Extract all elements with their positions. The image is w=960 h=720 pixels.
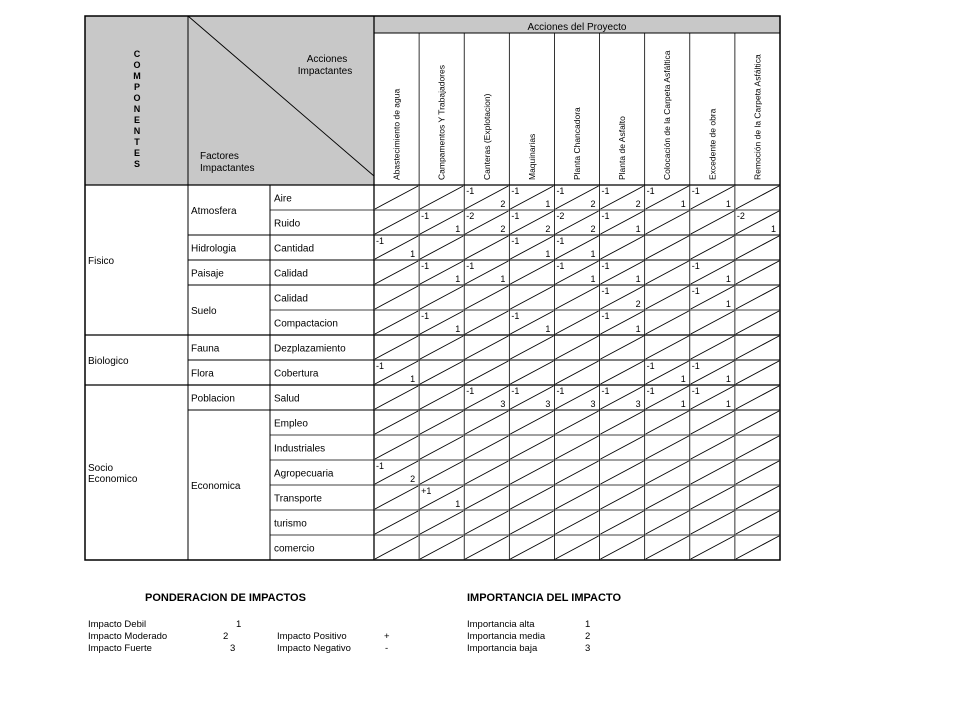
cell-diagonal [420, 361, 463, 384]
impact-magnitude: -1 [511, 186, 520, 196]
impact-importance: 1 [545, 324, 551, 334]
component-label: Biologico [88, 356, 129, 367]
components-letter: T [134, 137, 140, 147]
weight-value: 1 [236, 619, 242, 630]
cell-diagonal [375, 536, 418, 559]
cell-diagonal [646, 461, 689, 484]
impact-magnitude: -1 [421, 261, 430, 271]
action-header-label: Planta Chancadora [572, 107, 582, 180]
cell-diagonal [601, 486, 644, 509]
cell-diagonal [375, 211, 418, 234]
impact-importance: 1 [545, 249, 551, 259]
components-letter: E [133, 148, 141, 158]
action-row-label: Calidad [274, 293, 308, 305]
action-header-label: Excedente de obra [707, 108, 718, 180]
cell-diagonal [555, 436, 598, 459]
cell-diagonal [736, 486, 779, 509]
cell-diagonal [510, 336, 553, 359]
cell-diagonal [375, 311, 418, 334]
impact-importance: 3 [590, 399, 596, 409]
impact-importance: 2 [410, 474, 416, 484]
cell-diagonal [736, 436, 779, 459]
action-header-label: Remoción de la Carpeta Asfáltica [752, 54, 763, 180]
cell-diagonal [465, 411, 508, 434]
impact-magnitude: -1 [646, 186, 655, 196]
impact-magnitude: -1 [691, 261, 700, 271]
impact-importance: 2 [500, 199, 506, 209]
cell-diagonal [420, 536, 463, 559]
cell-diagonal [736, 186, 779, 209]
impact-magnitude: -1 [556, 186, 565, 196]
cell-diagonal [465, 511, 508, 534]
action-row-label: Aire [274, 193, 292, 205]
cell-diagonal [420, 511, 463, 534]
cell-diagonal [375, 336, 418, 359]
cell-diagonal [691, 436, 734, 459]
impact-importance: 1 [680, 199, 686, 209]
importance-label: Importancia baja [467, 643, 538, 654]
cell-diagonal [601, 461, 644, 484]
cell-diagonal [736, 386, 779, 409]
cell-diagonal [465, 536, 508, 559]
impact-importance: 1 [410, 249, 416, 259]
cell-diagonal [646, 211, 689, 234]
impact-importance: 1 [725, 199, 731, 209]
cell-diagonal [601, 236, 644, 259]
ponderacion-title: PONDERACION DE IMPACTOS [145, 592, 306, 604]
sign-value: + [384, 631, 390, 642]
cell-diagonal [465, 461, 508, 484]
cell-diagonal [691, 336, 734, 359]
cell-diagonal [601, 436, 644, 459]
action-header-label: Maquinarias [526, 133, 537, 180]
cell-diagonal [646, 436, 689, 459]
impact-magnitude: -2 [556, 211, 565, 221]
sign-value: - [385, 643, 389, 654]
factor-label: Fauna [191, 343, 220, 355]
cell-diagonal [555, 286, 598, 309]
cell-diagonal [736, 286, 779, 309]
cell-diagonal [736, 336, 779, 359]
cell-diagonal [510, 486, 553, 509]
impact-magnitude: -1 [601, 211, 610, 221]
impact-magnitude: -1 [376, 361, 385, 371]
sign-label: Impacto Negativo [277, 643, 351, 654]
action-header-label: Canteras (Explotacion) [481, 93, 492, 180]
cell-diagonal [646, 536, 689, 559]
impact-importance: 2 [590, 199, 596, 209]
cell-diagonal [646, 411, 689, 434]
action-row-label: Industriales [274, 443, 326, 455]
action-row-label: Cobertura [274, 368, 319, 380]
impact-importance: 1 [545, 199, 551, 209]
impact-importance: 1 [635, 324, 641, 334]
factors-label: Factores [200, 151, 239, 162]
impact-importance: 1 [410, 374, 416, 384]
cell-diagonal [420, 386, 463, 409]
impact-magnitude: -2 [466, 211, 475, 221]
action-header-label: Planta de Asfalto [617, 116, 628, 180]
cell-diagonal [420, 411, 463, 434]
impact-magnitude: -1 [376, 236, 385, 246]
cell-diagonal [420, 436, 463, 459]
components-letter: P [133, 82, 141, 92]
components-letter: E [133, 115, 141, 125]
components-vertical-label [133, 49, 141, 169]
cell-diagonal [465, 436, 508, 459]
cell-diagonal [465, 486, 508, 509]
matrix-body [274, 186, 779, 559]
cell-diagonal [555, 411, 598, 434]
project-actions-title: Acciones del Proyecto [527, 22, 627, 33]
factor-label: Hidrologia [191, 243, 237, 255]
cell-diagonal [555, 461, 598, 484]
cell-diagonal [375, 261, 418, 284]
cell-diagonal [646, 486, 689, 509]
cell-diagonal [465, 311, 508, 334]
cell-diagonal [736, 511, 779, 534]
importance-label: Importancia media [467, 631, 546, 642]
impact-importance: 1 [590, 249, 596, 259]
components-letter: C [133, 49, 141, 59]
impact-importance: 1 [725, 274, 731, 284]
impact-magnitude: -1 [646, 361, 655, 371]
cell-diagonal [555, 361, 598, 384]
impact-importance: 1 [770, 224, 776, 234]
factor-label: Poblacion [191, 393, 235, 405]
action-row-label: Agropecuaria [274, 468, 334, 480]
component-label: Fisico [88, 256, 115, 267]
cell-diagonal [691, 461, 734, 484]
impact-magnitude: -1 [691, 186, 700, 196]
cell-diagonal [736, 361, 779, 384]
impact-importance: 1 [680, 399, 686, 409]
impact-magnitude: -1 [691, 386, 700, 396]
action-row-label: Compactacion [274, 318, 338, 330]
impact-importance: 2 [635, 199, 641, 209]
action-row-label: Dezplazamiento [274, 343, 346, 355]
cell-diagonal [420, 286, 463, 309]
cell-diagonal [691, 511, 734, 534]
impact-magnitude: -1 [691, 286, 700, 296]
impact-importance: 3 [500, 399, 506, 409]
impact-magnitude: -1 [646, 386, 655, 396]
impact-magnitude: -1 [421, 211, 430, 221]
impact-importance: 1 [635, 274, 641, 284]
cell-diagonal [601, 536, 644, 559]
components-letter: O [133, 93, 141, 103]
impact-magnitude: -1 [691, 361, 700, 371]
factors-label: Impactantes [200, 163, 255, 174]
cell-diagonal [510, 361, 553, 384]
cell-diagonal [420, 236, 463, 259]
components-letter: S [133, 159, 141, 169]
components-letter: N [133, 126, 141, 136]
cell-diagonal [465, 336, 508, 359]
action-header-label: Abastecimiento de agua [391, 88, 402, 180]
cell-diagonal [691, 311, 734, 334]
cell-diagonal [375, 486, 418, 509]
factor-label: Paisaje [191, 268, 224, 280]
action-row-label: Salud [274, 393, 300, 405]
action-row-label: turismo [274, 518, 307, 530]
impact-magnitude: -1 [601, 386, 610, 396]
impact-importance: 1 [725, 299, 731, 309]
cell-diagonal [510, 261, 553, 284]
actions-impacting-label: Acciones [306, 54, 348, 65]
importancia-title: IMPORTANCIA DEL IMPACTO [467, 592, 621, 604]
impact-magnitude: -1 [421, 311, 430, 321]
weight-label: Impacto Fuerte [88, 643, 152, 654]
importance-value: 3 [585, 643, 591, 654]
cell-diagonal [646, 261, 689, 284]
cell-diagonal [510, 411, 553, 434]
components-letter: M [133, 71, 141, 81]
cell-diagonal [646, 286, 689, 309]
cell-diagonal [736, 411, 779, 434]
impact-magnitude: +1 [421, 486, 432, 496]
impact-importance: 1 [455, 324, 461, 334]
impact-importance: 3 [545, 399, 551, 409]
cell-diagonal [375, 411, 418, 434]
impact-importance: 1 [725, 399, 731, 409]
importance-value: 1 [585, 619, 591, 630]
cell-diagonal [646, 336, 689, 359]
components-letter: O [133, 60, 141, 70]
impact-magnitude: -1 [556, 261, 565, 271]
cell-diagonal [510, 436, 553, 459]
importance-value: 2 [585, 631, 591, 642]
impact-magnitude: -2 [736, 211, 745, 221]
impact-importance: 2 [590, 224, 596, 234]
impact-importance: 1 [455, 224, 461, 234]
action-header-label: Colocación de la Carpeta Asfáltica [662, 50, 673, 180]
cell-diagonal [510, 536, 553, 559]
cell-diagonal [465, 361, 508, 384]
impact-magnitude: -1 [511, 386, 520, 396]
cell-diagonal [510, 286, 553, 309]
impact-importance: 1 [455, 499, 461, 509]
cell-diagonal [555, 511, 598, 534]
impact-magnitude: -1 [511, 311, 520, 321]
cell-diagonal [555, 336, 598, 359]
cell-diagonal [375, 286, 418, 309]
action-row-label: Ruido [274, 218, 301, 230]
impact-importance: 2 [545, 224, 551, 234]
cell-diagonal [375, 511, 418, 534]
factor-label: Suelo [191, 306, 217, 317]
action-header-label: Campamentos Y Trabajadores [436, 65, 447, 180]
cell-diagonal [691, 486, 734, 509]
weight-label: Impacto Debil [88, 619, 147, 630]
action-row-label: Empleo [274, 418, 308, 430]
impact-importance: 1 [500, 274, 506, 284]
cell-diagonal [691, 536, 734, 559]
impact-importance: 2 [500, 224, 506, 234]
impact-importance: 2 [635, 299, 641, 309]
component-label: Economico [88, 474, 138, 485]
factor-label: Atmosfera [191, 206, 237, 217]
cell-diagonal [465, 236, 508, 259]
weight-value: 2 [223, 631, 229, 642]
cell-diagonal [646, 236, 689, 259]
impact-importance: 3 [635, 399, 641, 409]
impact-magnitude: -1 [376, 461, 385, 471]
importance-label: Importancia alta [467, 619, 535, 630]
factor-label: Economica [191, 481, 241, 492]
cell-diagonal [646, 511, 689, 534]
cell-diagonal [375, 186, 418, 209]
impact-magnitude: -1 [556, 386, 565, 396]
weight-value: 3 [230, 643, 236, 654]
cell-diagonal [736, 311, 779, 334]
impact-importance: 1 [590, 274, 596, 284]
action-row-label: Calidad [274, 268, 308, 280]
impact-magnitude: -1 [466, 386, 475, 396]
action-row-label: comercio [274, 543, 315, 555]
cell-diagonal [646, 311, 689, 334]
cell-diagonal [736, 536, 779, 559]
cell-diagonal [510, 461, 553, 484]
cell-diagonal [555, 536, 598, 559]
cell-diagonal [510, 511, 553, 534]
impact-importance: 1 [455, 274, 461, 284]
cell-diagonal [601, 411, 644, 434]
cell-diagonal [465, 286, 508, 309]
cell-diagonal [691, 236, 734, 259]
cell-diagonal [375, 436, 418, 459]
impact-magnitude: -1 [466, 186, 475, 196]
sign-label: Impacto Positivo [277, 631, 347, 642]
cell-diagonal [736, 236, 779, 259]
cell-diagonal [555, 311, 598, 334]
impact-magnitude: -1 [601, 311, 610, 321]
cell-diagonal [601, 336, 644, 359]
impact-magnitude: -1 [601, 261, 610, 271]
cell-diagonal [736, 461, 779, 484]
impact-importance: 1 [635, 224, 641, 234]
impact-magnitude: -1 [601, 186, 610, 196]
impact-importance: 1 [725, 374, 731, 384]
cell-diagonal [375, 386, 418, 409]
impact-magnitude: -1 [556, 236, 565, 246]
cell-diagonal [420, 186, 463, 209]
cell-diagonal [736, 261, 779, 284]
cell-diagonal [601, 361, 644, 384]
cell-diagonal [691, 211, 734, 234]
impact-magnitude: -1 [511, 236, 520, 246]
action-row-label: Cantidad [274, 243, 315, 255]
impact-magnitude: -1 [466, 261, 475, 271]
impact-importance: 1 [680, 374, 686, 384]
cell-diagonal [691, 411, 734, 434]
cell-diagonal [601, 511, 644, 534]
impact-magnitude: -1 [511, 211, 520, 221]
action-row-label: Transporte [274, 493, 322, 505]
cell-diagonal [555, 486, 598, 509]
component-label: Socio [88, 463, 114, 474]
cell-diagonal [420, 461, 463, 484]
components-letter: N [133, 104, 141, 114]
impact-magnitude: -1 [601, 286, 610, 296]
actions-impacting-label: Impactantes [297, 66, 353, 77]
weight-label: Impacto Moderado [88, 631, 168, 642]
factor-label: Flora [191, 368, 214, 380]
cell-diagonal [420, 336, 463, 359]
